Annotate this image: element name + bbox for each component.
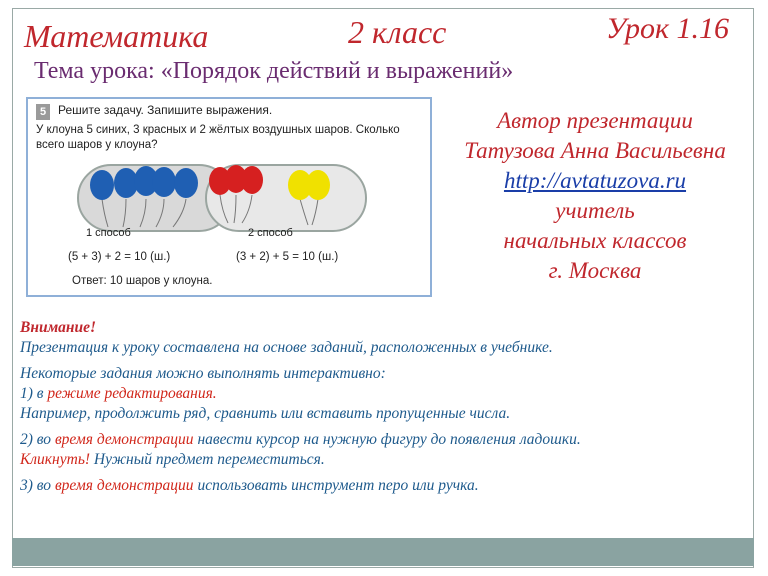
lesson-number: Урок 1.16 — [606, 12, 730, 45]
task-image — [26, 97, 432, 297]
author-heading: Автор презентации — [497, 108, 693, 133]
author-website-link[interactable]: http://avtatuzova.ru — [503, 168, 687, 193]
note-line-6-rest: Нужный предмет переместиться. — [90, 451, 325, 468]
note-line-3-prefix: 1) в — [20, 385, 48, 402]
note-line-3 — [20, 384, 748, 404]
expression-1: (5 + 3) + 2 = 10 (ш.) — [68, 251, 171, 263]
note-line-5-rest: навести курсор на нужную фигуру до появления ладошки. — [193, 431, 581, 448]
note-line-6 — [20, 450, 748, 470]
subject-title: Математика — [24, 18, 209, 54]
expression-2: (3 + 2) + 5 = 10 (ш.) — [236, 251, 339, 263]
author-role-1: учитель — [555, 198, 635, 223]
task-number: 5 — [36, 104, 50, 120]
author-city: г. Москва — [548, 258, 642, 283]
task-text: У клоуна 5 синих, 3 красных и 2 жёлтых воздушных шаров. Сколько всего шаров у клоуна? — [36, 124, 400, 151]
note-line-7-rest: использовать инструмент перо или ручка. — [193, 477, 479, 494]
author-name: Татузова Анна Васильевна — [464, 138, 726, 163]
note-line-7-prefix: 3) во — [20, 477, 55, 494]
blue-balloons — [90, 166, 198, 200]
note-line-5-prefix: 2) во — [20, 431, 55, 448]
yellow-balloon — [306, 170, 330, 200]
slide-footer-bar — [12, 538, 754, 566]
note-line-1: Презентация к уроку составлена на основе заданий, расположенных в учебнике. — [20, 339, 553, 356]
blue-balloon — [174, 168, 198, 198]
task-title: Решите задачу. Запишите выражения. — [58, 103, 273, 117]
red-balloons — [209, 165, 263, 195]
note-line-7 — [20, 476, 748, 496]
grade-title: 2 класс — [348, 14, 447, 50]
author-block — [440, 106, 750, 286]
note-line-3-highlight: режиме редактирования. — [47, 385, 217, 402]
red-balloon — [241, 166, 263, 194]
note-line-2: Некоторые задания можно выполнять интерактивно: — [20, 365, 386, 382]
method-1-label: 1 способ — [86, 227, 131, 239]
notes-block — [20, 318, 748, 496]
note-line-4: Например, продолжить ряд, сравнить или вставить пропущенные числа. — [20, 405, 511, 422]
method-2-label: 2 способ — [248, 227, 293, 239]
attention-label: Внимание! — [20, 319, 97, 336]
blue-balloon — [90, 170, 114, 200]
author-role-2: начальных классов — [503, 228, 687, 253]
blue-balloon — [152, 167, 176, 197]
lesson-topic: Тема урока: «Порядок действий и выражений» — [34, 58, 514, 84]
note-line-5-highlight: время демонстрации — [54, 431, 194, 448]
task-answer: Ответ: 10 шаров у клоуна. — [72, 275, 213, 287]
note-line-6-highlight: Кликнуть! — [20, 451, 91, 468]
note-line-7-highlight: время демонстрации — [54, 477, 194, 494]
note-line-5 — [20, 430, 748, 450]
